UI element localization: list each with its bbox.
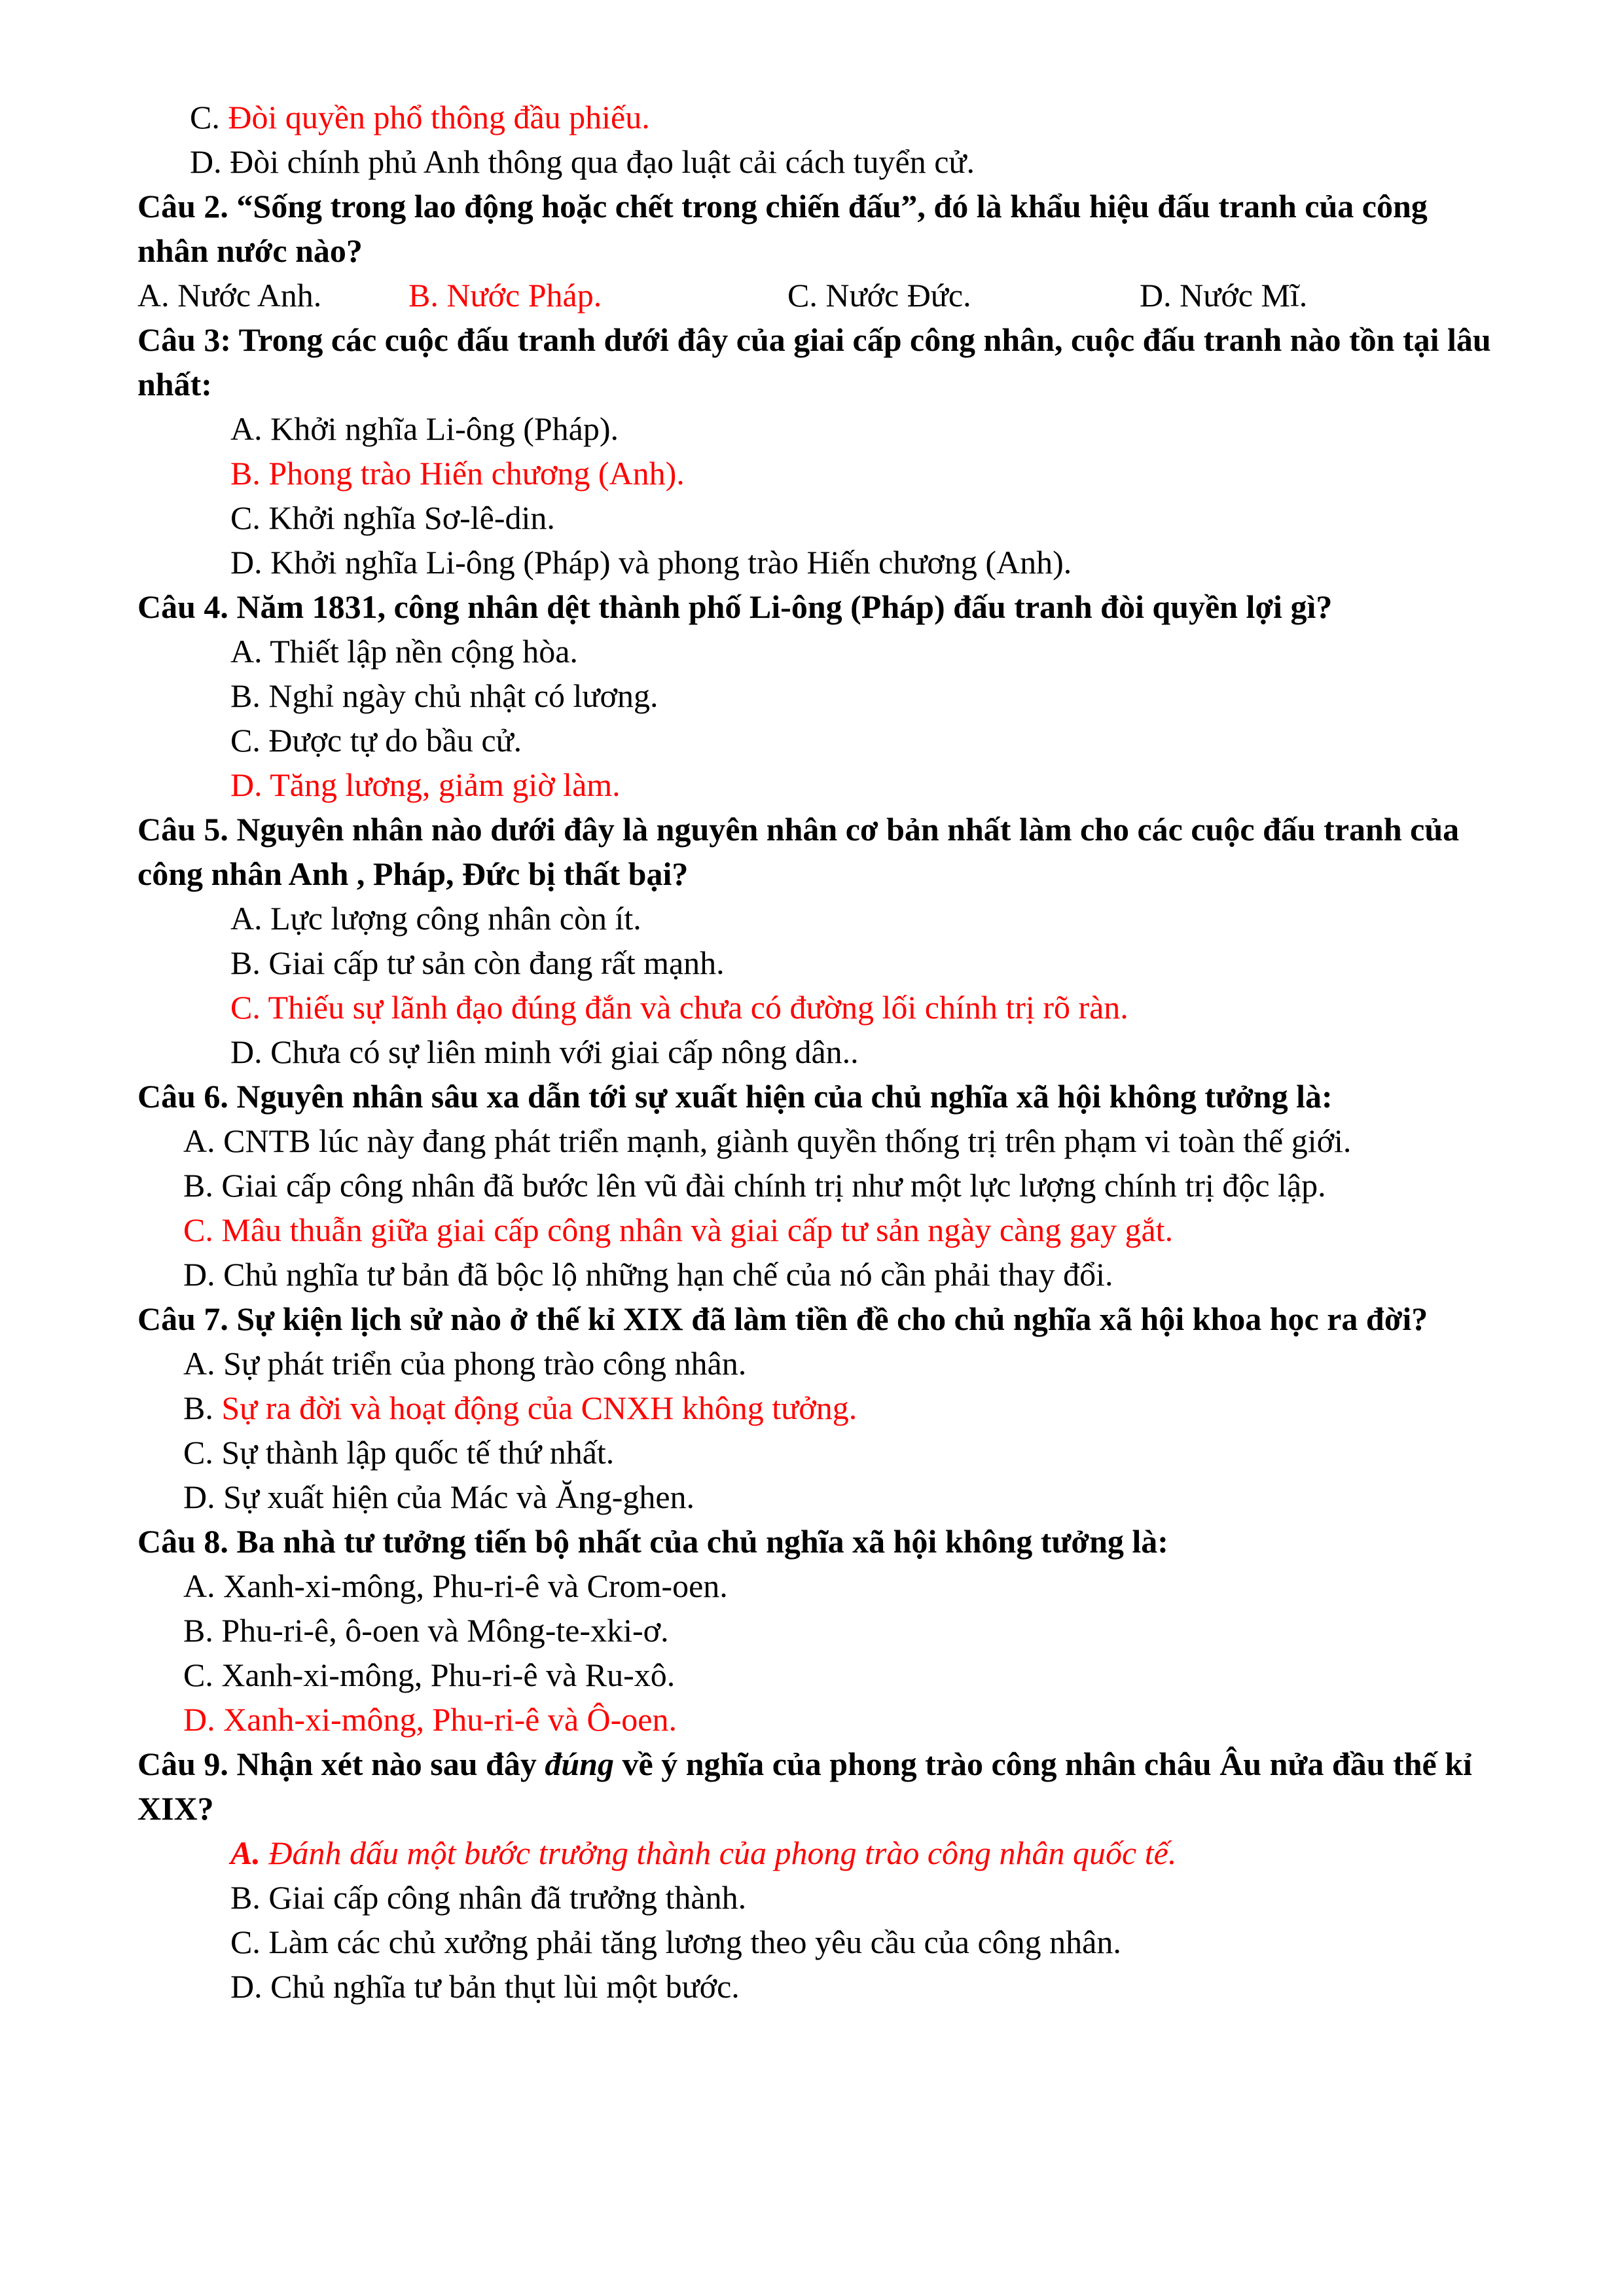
answer-option	[190, 139, 1500, 184]
option-label: A.	[183, 1345, 215, 1382]
question-stem	[137, 1297, 1500, 1341]
options-list	[137, 1119, 1500, 1297]
answer-option	[137, 1697, 1500, 1742]
option-label: B.	[230, 677, 261, 714]
option-label: D.	[183, 1256, 215, 1293]
option-text: Giai cấp công nhân đã bước lên vũ đài chính trị như một lực lượng chính trị độc lập.	[213, 1167, 1326, 1204]
option-label: C.	[230, 499, 261, 536]
answer-option	[137, 1608, 1500, 1653]
question-block	[137, 584, 1500, 807]
option-label: A.	[137, 277, 170, 314]
answer-option	[190, 95, 1500, 139]
option-text: Xanh-xi-mông, Phu-ri-ê và Crom-oen.	[215, 1568, 728, 1604]
option-text: Nước Anh.	[169, 277, 322, 314]
answer-option	[230, 495, 1500, 540]
option-label: A.	[230, 633, 262, 670]
answer-option	[230, 896, 1500, 941]
question-stem	[137, 184, 1500, 273]
option-label: B.	[183, 1390, 213, 1426]
question-stem-text: Câu 7. Sự kiện lịch sử nào ở thế kỉ XIX đã làm tiền đề cho chủ nghĩa xã hội khoa học ra đời?	[137, 1300, 1428, 1337]
answer-option	[137, 1341, 1500, 1386]
option-text: Phong trào Hiến chương (Anh).	[260, 455, 685, 492]
question-block	[137, 1519, 1500, 1742]
option-label: D.	[183, 1479, 215, 1515]
option-label: D.	[190, 143, 222, 180]
option-text: Sự thành lập quốc tế thứ nhất.	[213, 1434, 615, 1471]
options-list	[137, 1564, 1500, 1742]
answer-option	[230, 451, 1500, 495]
option-text: Sự phát triển của phong trào công nhân.	[215, 1345, 747, 1382]
question-stem-text: đúng	[545, 1746, 614, 1782]
option-text: Khởi nghĩa Li-ông (Pháp).	[262, 410, 619, 447]
question-stem	[137, 1519, 1500, 1564]
option-label: D.	[230, 766, 262, 803]
option-text: Mâu thuẫn giữa giai cấp công nhân và giai cấp tư sản ngày càng gay gắt.	[213, 1211, 1174, 1248]
question-block	[137, 1074, 1500, 1297]
option-label: C.	[787, 277, 818, 314]
option-text: Thiết lập nền cộng hòa.	[262, 633, 578, 670]
question-block	[137, 807, 1500, 1074]
option-text: Giai cấp tư sản còn đang rất mạnh.	[260, 944, 725, 981]
option-text: Nghỉ ngày chủ nhật có lương.	[260, 677, 659, 714]
answer-option	[137, 1252, 1500, 1297]
option-text: Thiếu sự lãnh đạo đúng đắn và chưa có đường lối chính trị rõ ràn.	[260, 989, 1128, 1026]
option-label: A.	[230, 410, 262, 447]
option-label: C.	[190, 99, 220, 135]
answer-option	[137, 1386, 1500, 1430]
option-label: C.	[183, 1211, 213, 1248]
answer-option	[230, 673, 1500, 718]
answer-option	[1140, 273, 1500, 317]
answer-option	[230, 1030, 1500, 1074]
options-list	[137, 629, 1500, 807]
option-label: D.	[230, 1968, 262, 2005]
question-block	[137, 184, 1500, 317]
question-block	[137, 317, 1500, 584]
question-stem	[137, 807, 1500, 896]
option-text: Được tự do bầu cử.	[260, 722, 522, 759]
answer-option	[137, 273, 408, 317]
question-stem-text: Câu 6. Nguyên nhân sâu xa dẫn tới sự xuất hiện của chủ nghĩa xã hội không tưởng là:	[137, 1078, 1333, 1115]
question-block	[137, 1297, 1500, 1519]
option-text: Chưa có sự liên minh với giai cấp nông dân..	[262, 1033, 859, 1070]
option-label: D.	[230, 1033, 262, 1070]
question-stem-text: Câu 8. Ba nhà tư tưởng tiến bộ nhất của chủ nghĩa xã hội không tưởng là:	[137, 1523, 1168, 1560]
answer-option	[137, 1208, 1500, 1252]
option-text: Xanh-xi-mông, Phu-ri-ê và Ru-xô.	[213, 1657, 676, 1693]
answer-option	[137, 1119, 1500, 1163]
answer-option	[230, 540, 1500, 584]
answer-option	[230, 1875, 1500, 1920]
answer-option	[230, 985, 1500, 1030]
option-label: B.	[230, 1879, 261, 1916]
option-text: Lực lượng công nhân còn ít.	[262, 900, 641, 937]
option-label: B.	[408, 277, 439, 314]
quiz-content	[137, 95, 1500, 2009]
option-label: C.	[230, 989, 261, 1026]
option-label: C.	[183, 1434, 213, 1471]
option-label: D.	[230, 544, 262, 581]
answer-option	[137, 1564, 1500, 1608]
option-label: A.	[230, 900, 262, 937]
question-stem	[137, 584, 1500, 629]
answer-option	[230, 762, 1500, 807]
question-stem-text: Câu 3: Trong các cuộc đấu tranh dưới đây của giai cấp công nhân, cuộc đấu tranh nào tồn tại lâu nhất:	[137, 321, 1491, 403]
options-list	[137, 406, 1500, 584]
option-text: Chủ nghĩa tư bản thụt lùi một bước.	[262, 1968, 740, 2005]
answer-option	[137, 1430, 1500, 1475]
option-text: Xanh-xi-mông, Phu-ri-ê và Ô-oen.	[215, 1701, 677, 1738]
option-label: A.	[230, 1835, 261, 1871]
option-label: D.	[183, 1701, 215, 1738]
option-text: Đòi quyền phổ thông đầu phiếu.	[219, 99, 650, 135]
option-text: Giai cấp công nhân đã trưởng thành.	[260, 1879, 747, 1916]
option-label: C.	[183, 1657, 213, 1693]
option-text: Sự ra đời và hoạt động của CNXH không tưởng.	[213, 1390, 857, 1426]
question-stem-text: về ý nghĩa của phong trào công nhân châu Âu nửa đầu thế kỉ XIX?	[137, 1746, 1472, 1827]
option-text: Nước Đức.	[817, 277, 971, 314]
option-label: B.	[230, 944, 261, 981]
option-label: C.	[230, 1924, 261, 1960]
answer-option	[230, 629, 1500, 673]
answer-option	[787, 273, 1140, 317]
option-label: D.	[1140, 277, 1172, 314]
option-text: Chủ nghĩa tư bản đã bộc lộ những hạn chế của nó cần phải thay đổi.	[215, 1256, 1113, 1293]
answer-option	[137, 1475, 1500, 1519]
option-text: Tăng lương, giảm giờ làm.	[262, 766, 621, 803]
option-text: Đòi chính phủ Anh thông qua đạo luật cải cách tuyển cử.	[221, 143, 975, 180]
option-text: Nước Mĩ.	[1171, 277, 1308, 314]
options-list	[137, 896, 1500, 1074]
question-stem-text: Câu 5. Nguyên nhân nào dưới đây là nguyên nhân cơ bản nhất làm cho các cuộc đấu tranh của công nhân Anh , Pháp, Đức bị thất bại?	[137, 811, 1460, 892]
answer-option	[230, 1920, 1500, 1964]
answer-option	[408, 273, 787, 317]
option-text: CNTB lúc này đang phát triển mạnh, giành quyền thống trị trên phạm vi toàn thế giới.	[215, 1122, 1352, 1159]
answer-option	[137, 1163, 1500, 1208]
option-label: B.	[183, 1167, 213, 1204]
option-text: Làm các chủ xưởng phải tăng lương theo yêu cầu của công nhân.	[260, 1924, 1121, 1960]
answer-option	[230, 718, 1500, 762]
question-stem-text: Câu 2. “Sống trong lao động hoặc chết trong chiến đấu”, đó là khẩu hiệu đấu tranh của công nhân nước nào?	[137, 188, 1428, 269]
question-stem-text: Câu 9. Nhận xét nào sau đây	[137, 1746, 545, 1782]
question-stem	[137, 1074, 1500, 1119]
options-list	[137, 1341, 1500, 1519]
answer-option	[230, 1964, 1500, 2009]
question-stem	[137, 317, 1500, 406]
answer-option	[230, 941, 1500, 985]
answer-option	[230, 406, 1500, 451]
answer-option	[137, 1653, 1500, 1697]
option-text: Đánh dấu một bước trưởng thành của phong trào công nhân quốc tế.	[260, 1835, 1177, 1871]
option-text: Sự xuất hiện của Mác và Ăng-ghen.	[215, 1479, 695, 1515]
option-text: Nước Pháp.	[438, 277, 602, 314]
question-stem	[137, 1742, 1500, 1831]
question-stem-text: Câu 4. Năm 1831, công nhân dệt thành phố Li-ông (Pháp) đấu tranh đòi quyền lợi gì?	[137, 588, 1333, 625]
option-text: Phu-ri-ê, ô-oen và Mông-te-xki-ơ.	[213, 1612, 669, 1649]
answer-option	[230, 1831, 1500, 1875]
option-text: Khởi nghĩa Sơ-lê-din.	[260, 499, 555, 536]
options-list	[137, 1831, 1500, 2009]
option-label: B.	[230, 455, 261, 492]
question-block	[137, 1742, 1500, 2009]
option-label: B.	[183, 1612, 213, 1649]
option-text: Khởi nghĩa Li-ông (Pháp) và phong trào Hiến chương (Anh).	[262, 544, 1072, 581]
option-label: A.	[183, 1568, 215, 1604]
carryover-options	[137, 95, 1500, 184]
option-label: C.	[230, 722, 261, 759]
options-list	[137, 273, 1500, 317]
option-label: A.	[183, 1122, 215, 1159]
